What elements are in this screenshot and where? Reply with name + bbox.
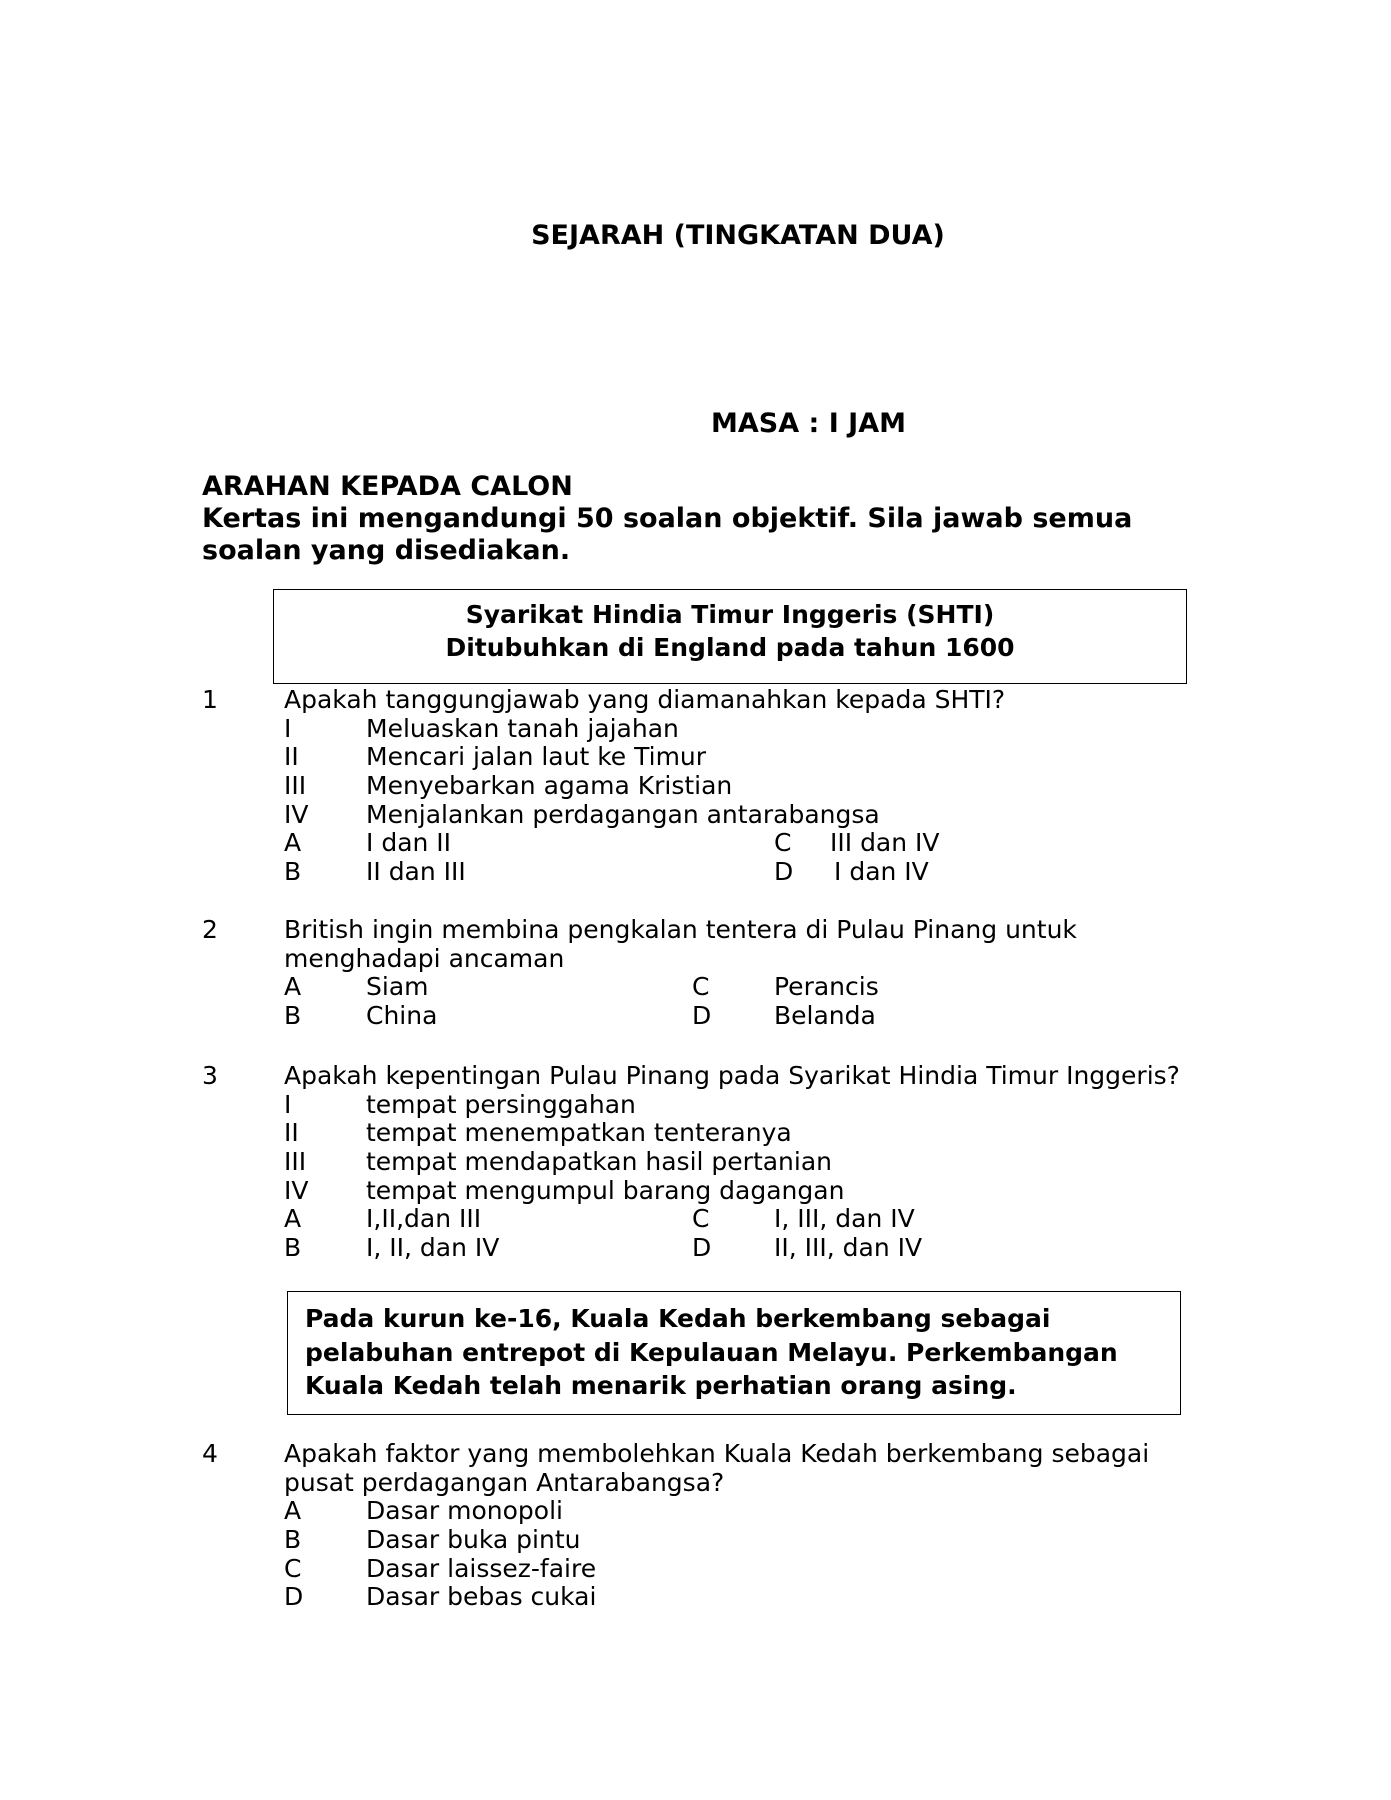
option-label: A (284, 1204, 302, 1234)
statement-item (284, 715, 1184, 744)
option-label: D (284, 1582, 304, 1612)
option-text: II, III, dan IV (774, 1233, 923, 1263)
question-stem: Apakah tanggungjawab yang diamanahkan kepada SHTI? (284, 685, 1006, 714)
option-text: Perancis (774, 972, 879, 1002)
instructions-line-2: soalan yang disediakan. (202, 535, 571, 566)
question-number: 2 (202, 915, 218, 944)
option-text: Dasar buka pintu (366, 1525, 581, 1555)
option-text: III dan IV (830, 828, 940, 858)
option-label: C (284, 1553, 302, 1583)
option-text: I dan IV (834, 857, 929, 887)
item-label: IV (284, 1175, 309, 1205)
question-stem-line-1: British ingin membina pengkalan tentera di Pulau Pinang untuk (284, 915, 1077, 944)
answer-row (284, 1205, 1184, 1234)
option-text: Siam (366, 972, 429, 1002)
question-number: 1 (202, 685, 218, 714)
item-label: III (284, 1147, 307, 1177)
option-label: A (284, 828, 302, 858)
option-text: I, II, dan IV (366, 1233, 500, 1263)
question-number: 4 (202, 1439, 218, 1468)
option-text: China (366, 1001, 438, 1031)
answer-row (284, 1002, 1184, 1031)
answer-row (284, 1526, 1184, 1555)
stimulus-box-kuala-kedah (287, 1291, 1181, 1415)
item-label: II (284, 742, 299, 772)
statement-item (284, 1119, 1184, 1148)
option-label: A (284, 1496, 302, 1526)
answer-row (284, 829, 1184, 858)
option-label: B (284, 1233, 302, 1263)
stimulus-line-1: Syarikat Hindia Timur Inggeris (SHTI) (465, 600, 995, 629)
option-label: B (284, 857, 302, 887)
page-title: SEJARAH (TINGKATAN DUA) (531, 220, 945, 251)
item-text: tempat mendapatkan hasil pertanian (366, 1147, 833, 1177)
answer-row (284, 1583, 1184, 1612)
answer-row (284, 858, 1184, 887)
option-label: C (774, 828, 792, 858)
option-label: B (284, 1001, 302, 1031)
option-label: D (692, 1233, 712, 1263)
statement-item (284, 743, 1184, 772)
instructions-line-1: Kertas ini mengandungi 50 soalan objektif. Sila jawab semua (202, 503, 1133, 534)
item-text: Mencari jalan laut ke Timur (366, 742, 707, 772)
statement-item (284, 772, 1184, 801)
option-text: I,II,dan III (366, 1204, 482, 1234)
statement-item (284, 801, 1184, 830)
option-label: C (692, 1204, 710, 1234)
option-text: Dasar bebas cukai (366, 1582, 597, 1612)
item-text: Menjalankan perdagangan antarabangsa (366, 799, 880, 829)
option-text: Dasar laissez-faire (366, 1553, 597, 1583)
option-text: II dan III (366, 857, 466, 887)
stimulus-box-shti (273, 589, 1187, 684)
item-text: tempat menempatkan tenteranya (366, 1118, 792, 1148)
option-text: I, III, dan IV (774, 1204, 915, 1234)
stimulus-line-2: Ditubuhkan di England pada tahun 1600 (445, 633, 1015, 662)
option-text: Belanda (774, 1001, 876, 1031)
question-number: 3 (202, 1061, 218, 1090)
item-label: IV (284, 799, 309, 829)
exam-duration: MASA : I JAM (711, 408, 906, 439)
option-label: B (284, 1525, 302, 1555)
item-label: III (284, 771, 307, 801)
item-text: Menyebarkan agama Kristian (366, 771, 733, 801)
item-label: I (284, 1089, 292, 1119)
answer-row (284, 973, 1184, 1002)
item-text: Meluaskan tanah jajahan (366, 713, 679, 743)
instructions (202, 471, 1202, 567)
answer-row (284, 1234, 1184, 1263)
item-text: tempat mengumpul barang dagangan (366, 1175, 845, 1205)
statement-item (284, 1091, 1184, 1120)
statement-item (284, 1148, 1184, 1177)
answer-row (284, 1555, 1184, 1584)
option-text: Dasar monopoli (366, 1496, 563, 1526)
question-stem: Apakah kepentingan Pulau Pinang pada Syarikat Hindia Timur Inggeris? (284, 1061, 1180, 1090)
item-label: II (284, 1118, 299, 1148)
instructions-heading: ARAHAN KEPADA CALON (202, 471, 573, 502)
answer-row (284, 1497, 1184, 1526)
option-label: C (692, 972, 710, 1002)
option-label: A (284, 972, 302, 1002)
item-text: tempat persinggahan (366, 1089, 636, 1119)
statement-item (284, 1177, 1184, 1206)
question-stem-line-1: Apakah faktor yang membolehkan Kuala Kedah berkembang sebagai (284, 1439, 1150, 1468)
option-label: D (692, 1001, 712, 1031)
stimulus-line-2: pelabuhan entrepot di Kepulauan Melayu. Perkembangan (305, 1337, 1118, 1367)
stimulus-line-3: Kuala Kedah telah menarik perhatian orang asing. (305, 1371, 1017, 1400)
option-label: D (774, 857, 794, 887)
item-label: I (284, 713, 292, 743)
question-stem-line-2: menghadapi ancaman (284, 943, 565, 973)
option-text: I dan II (366, 828, 452, 858)
question-stem-line-2: pusat perdagangan Antarabangsa? (284, 1467, 725, 1497)
stimulus-line-1: Pada kurun ke-16, Kuala Kedah berkembang sebagai (305, 1304, 1051, 1333)
